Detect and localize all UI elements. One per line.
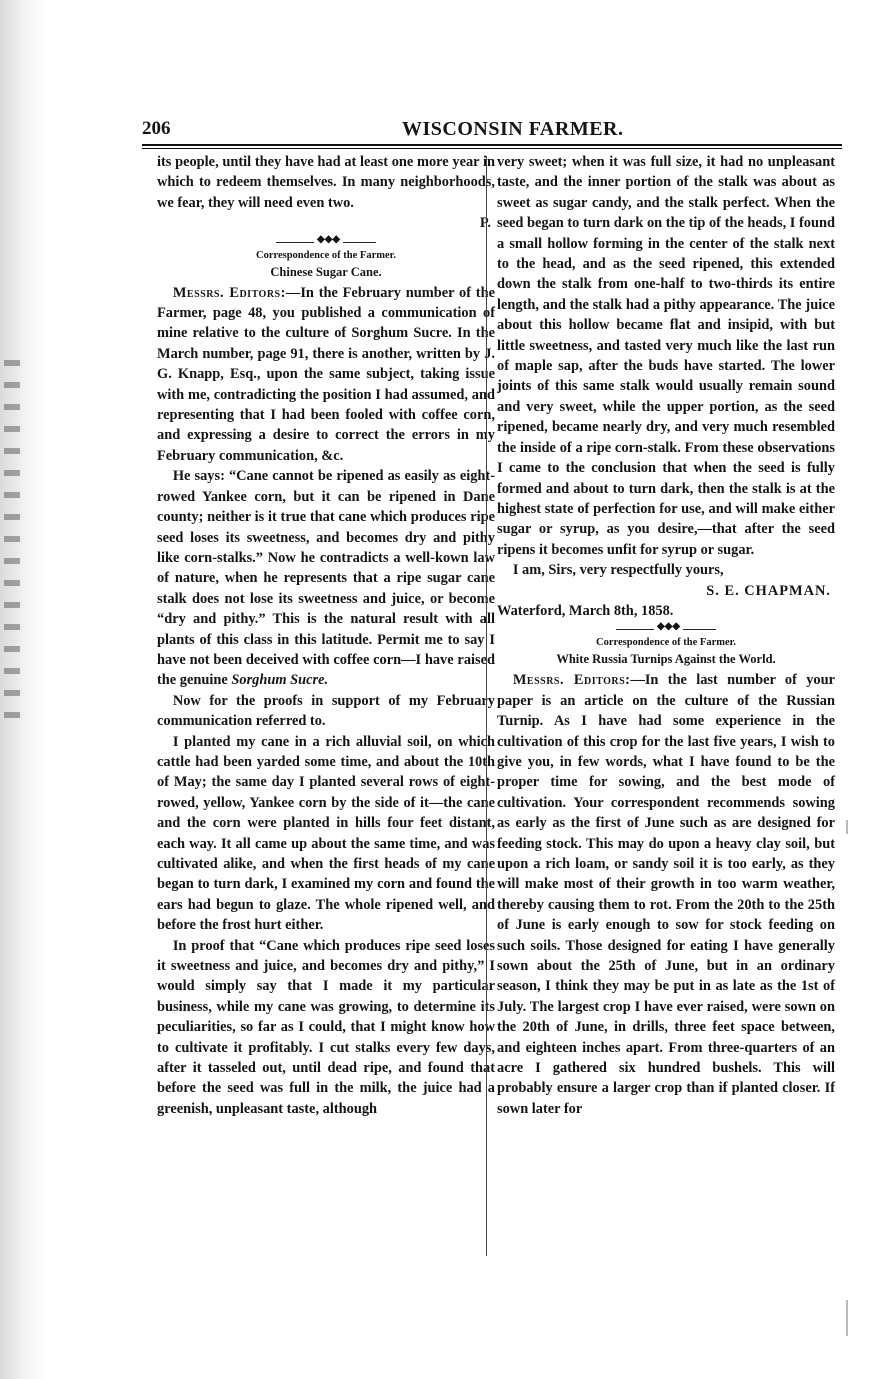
paragraph: [157, 283, 495, 467]
paragraph-text: —In the February number of the Farmer, page 48, you published a communication of mine relative to the culture of Sorghum Sucre. In the March number, page 91, there is another, written by J. G. Knapp, Esq., upon the same subject, taking issue with me, contradicting the position I had assumed, and representing that I had been fooled with coffee corn, and expressing a desire to correct the errors in my February communication, &c.: [157, 284, 495, 464]
intro-signature: P.: [479, 215, 491, 232]
page-number: 206: [142, 118, 171, 139]
intro-paragraph: [157, 152, 495, 213]
paragraph: [157, 466, 495, 690]
scan-mark: [846, 1300, 848, 1336]
right-column: [497, 152, 835, 1119]
paragraph-text: Now for the proofs in support of my February communication referred to.: [157, 692, 495, 730]
paragraph-text: I planted my cane in a rich alluvial soil, on which cattle had been yarded some time, and about the 10th of May; the same day I planted several rows of eight-rowed, yellow, Yankee corn by the side of it—the cane and the corn were planted in hills four feet distant, each way. It all came up about the same time, and was cultivated alike, and when the first heads of my cane began to turn dark, I examined my corn and found the ears had begun to glaze. The whole ripened well, and before the frost hurt either.: [157, 733, 495, 934]
article-title: Chinese Sugar Cane.: [270, 264, 382, 279]
running-head: WISCONSIN FARMER.: [402, 118, 624, 140]
paragraph: [157, 691, 495, 732]
left-column: [157, 152, 495, 1119]
place-date: Waterford, March 8th, 1858.: [497, 602, 674, 619]
signoff: I am, Sirs, very respectfully yours,: [512, 562, 724, 579]
section-ornament: [616, 621, 716, 633]
page: [120, 0, 840, 1379]
paragraph: [157, 936, 495, 1120]
binding-edge: [4, 360, 20, 720]
paragraph-text: In proof that “Cane which produces ripe seed loses it sweetness and juice, and becomes dry and pithy,” I would simply say that I made it my particular business, while my cane was growing, to determine its peculiarities, so far as I could, that I might know how to cultivate it profitably. I cut stalks every few days, after it tasseled out, until dead ripe, and found that before the seed was full in the milk, the juice had a greenish, unpleasant taste, although: [157, 937, 495, 1117]
paragraph: [497, 152, 835, 560]
paragraph: [157, 732, 495, 936]
header-rule: [142, 144, 842, 149]
paragraph-text: He says: “Cane cannot be ripened as easily as eight-rowed Yankee corn, but it can be ripened in Dane county; neither is it true that cane which produces ripe seed loses its sweetness, and becomes dry and pithy like corn-stalks.” Now he contradicts a well-kown law of nature, when he represents that a ripe sugar cane stalk does not lose its sweetness and juice, or become “dry and pithy.” This is the natural result with all plants of this class in this latitude. Permit me to say I have not been deceived with coffee corn—I have raised the genuine: [157, 468, 495, 689]
salutation: Messrs. Editors:: [512, 672, 631, 689]
article-title: White Russia Turnips Against the World.: [556, 652, 776, 667]
paragraph: [497, 670, 835, 1119]
ornament-glyph: ◆◆◆: [314, 233, 343, 247]
italic-term: Sorghum Sucre.: [231, 672, 329, 689]
page-header: [142, 118, 842, 144]
paragraph-text: —In the last number of your paper is an article on the culture of the Russian Turnip. As I have had some experience in the cultivation of this crop for the last five years, I wish to give you, in few words, what I have found to be the proper time for sowing, and the best mode of cultivation. Your correspondent recommends sowing as early as the first of June such as are designed for feeding stock. This may do upon a heavy clay soil, but upon a rich loam, or sandy soil it is too early, as they will make most of their growth in too warm weather, thereby causing them to rot. From the 20th to the 25th of June is early enough to sow for stock feeding on such soils. Those designed for eating I have generally sown about the 25th of June, but in an ordinary season, I think they may be put in as late as the 1st of July. The largest crop I have ever raised, were sown on the 20th of June, in drills, three feet space between, and eighteen inches apart. From three-quarters of an acre I gathered six hundred bushels. This will probably ensure a larger crop than if planted closer. If sown later for: [497, 672, 835, 1117]
intro-text: its people, until they have had at least one more year in which to redeem themselves. In many neighborhoods, we fear, they will need even two.: [157, 154, 495, 211]
column-divider: [486, 156, 487, 1256]
salutation: Messrs. Editors:: [172, 284, 286, 301]
section-ornament: [276, 233, 376, 246]
paragraph-text: very sweet; when it was full size, it had no unpleasant taste, and the inner portion of the stalk was about as sweet as sugar candy, and the stalk perfect. When the seed began to turn dark on the tip of the heads, I found a small hollow forming in the center of the stalk next to the head, and as the seed ripened, this extended down the stalk from one-half to two-thirds its entire length, and the stalk had a pithy appearance. The juice about this hollow became flat and insipid, with but little sweetness, and tasted very much like the last run of maple sap, after the buds have started. The lower joints of this same stalk would usually remain sound and very sweet, while the upper portion, as the seed ripened, became nearly dry, and very much resembled the inside of a ripe corn-stalk. From these observations I came to the conclusion that when the seed is fully formed and about to turn dark, then the stalk is at the highest state of perfection for use, and will make either sugar or syrup, as you desire,—that after the seed ripens it becomes unfit for syrup or sugar.: [497, 154, 835, 558]
scan-mark: [846, 820, 848, 834]
correspondence-label: Correspondence of the Farmer.: [596, 637, 736, 649]
signature: S. E. CHAPMAN.: [706, 582, 831, 599]
ornament-glyph: ◆◆◆: [654, 620, 683, 634]
correspondence-label: Correspondence of the Farmer.: [256, 249, 396, 261]
